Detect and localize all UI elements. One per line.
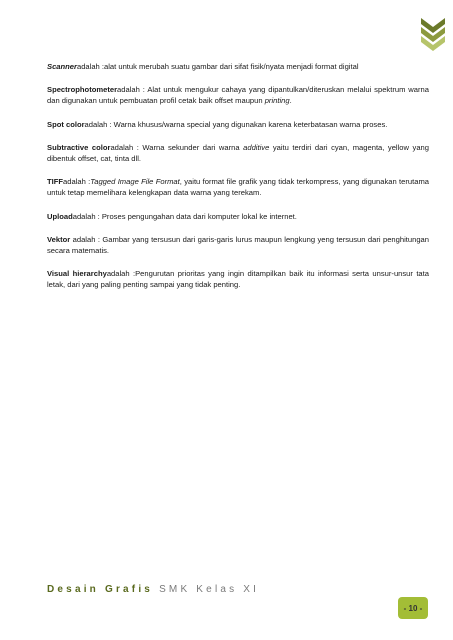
glossary-entry-spot-color [47, 119, 429, 130]
glossary-term: Subtractive color [47, 142, 111, 152]
footer-subtitle: SMK Kelas XI [159, 584, 260, 595]
glossary-entry-spectrophotometer [47, 84, 429, 106]
glossary-definition: adalah : Alat untuk mengukur cahaya yang dipantulkan/diteruskan melalui spektrum warna dan digunakan untuk pembuatan profil cetak baik offset maupun [47, 85, 429, 106]
glossary-definition-cont: , yaitu format file grafik yang tidak terkompress, yang digunakan terutama untuk tetap memelihara kelengkapan data warna yang terekam. [47, 177, 430, 198]
glossary-definition: adalah : Proses pengungahan data dari komputer lokal ke internet. [72, 211, 297, 221]
glossary-term: Spot color [47, 119, 85, 129]
page-footer [47, 584, 259, 595]
glossary-definition: adalah : Warna sekunder dari warna [110, 142, 244, 152]
page-number: - 10 - [398, 597, 428, 619]
glossary-term: Spectrophotometer [47, 85, 118, 95]
glossary-entry-tiff [47, 176, 429, 198]
glossary-definition: adalah : [63, 177, 91, 187]
glossary-italic: printing [264, 96, 290, 106]
glossary-definition-cont: yaitu terdiri dari cyan, magenta, yellow yang dibentuk offset, cat, tinta dll. [47, 142, 429, 164]
glossary-definition: adalah :alat untuk merubah suatu gambar dari sifat fisik/nyata menjadi format digital [76, 62, 359, 71]
glossary-term: TIFF [47, 177, 64, 187]
glossary-term: Visual hierarchy [47, 269, 107, 279]
glossary-entry-scanner [47, 61, 429, 72]
glossary-italic: Tagged Image File Format [90, 177, 180, 187]
glossary-tail: . [289, 96, 292, 106]
glossary-definition: adalah :Pengurutan prioritas yang ingin ditampilkan baik itu informasi serta unsur-unsur tata letak, dari yang paling penting sampai yang tidak penting. [47, 269, 429, 290]
glossary-term: Scanner [47, 62, 77, 71]
glossary-entry-upload [47, 211, 429, 222]
glossary-italic: additive [243, 142, 270, 152]
glossary-term: Upload [47, 211, 73, 221]
glossary-entry-subtractive-color [47, 142, 429, 164]
glossary-entry-visual-hierarchy [47, 268, 429, 290]
glossary [47, 61, 429, 303]
glossary-term: Vektor [47, 234, 71, 244]
glossary-entry-vektor [47, 234, 429, 256]
glossary-definition: adalah : Gambar yang tersusun dari garis-garis lurus maupun lengkung yeng tersusun dari penghitungan secara matematis. [47, 234, 429, 256]
glossary-definition: adalah : Warna khusus/warna special yang digunakan karena keterbatasan warna proses. [84, 119, 388, 129]
footer-title: Desain Grafis [47, 584, 154, 595]
chevron-down-icon [421, 18, 445, 52]
